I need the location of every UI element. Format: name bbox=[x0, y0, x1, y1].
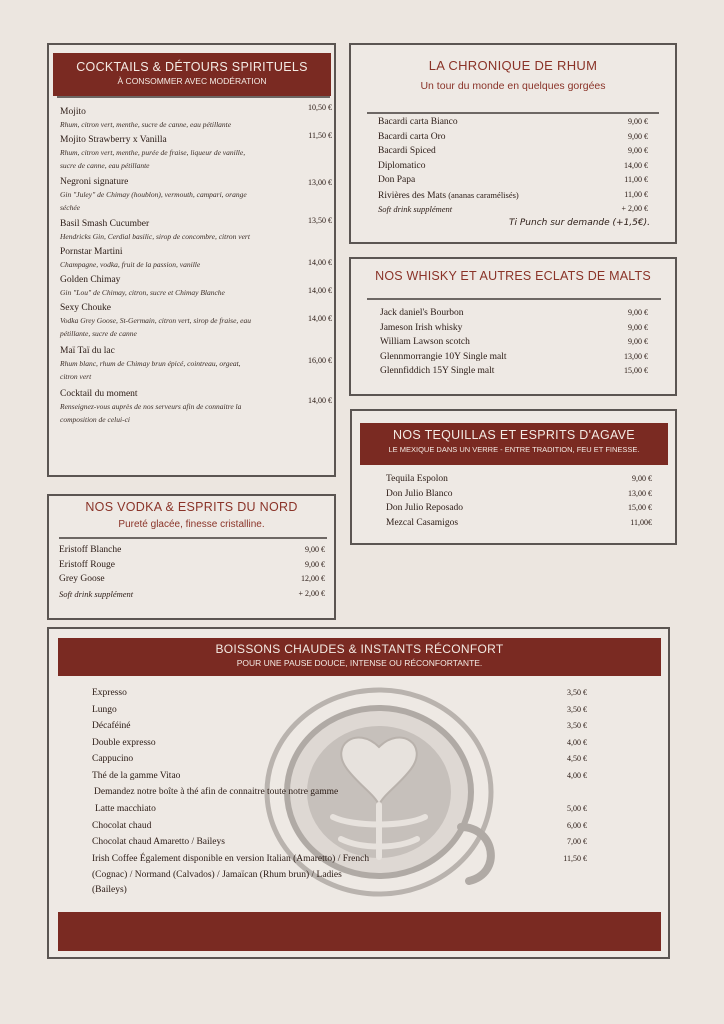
item-price: 3,50 € bbox=[567, 704, 587, 714]
list-item bbox=[92, 688, 587, 698]
item-price: 9,00 € bbox=[628, 131, 648, 141]
item-name: Mojito bbox=[60, 107, 86, 117]
list-item bbox=[59, 589, 325, 599]
item-name: William Lawson scotch bbox=[380, 337, 470, 347]
item-name: Basil Smash Cucumber bbox=[60, 219, 150, 229]
item-name: Bacardi carta Bianco bbox=[378, 117, 458, 127]
irish-note: (Baileys) bbox=[92, 885, 127, 895]
list-item bbox=[92, 821, 587, 831]
list-item bbox=[386, 489, 652, 499]
cocktails-banner bbox=[53, 53, 331, 96]
list-item bbox=[380, 337, 648, 347]
list-item bbox=[380, 366, 648, 376]
coffee-cup-illustration bbox=[249, 677, 509, 927]
item-desc: sucre de canne, eau pétillante bbox=[60, 160, 150, 170]
item-desc: Gin "Juley" de Chimay (houblon), vermouth, campari, orange bbox=[60, 190, 247, 199]
list-item bbox=[60, 213, 332, 244]
item-price: 9,00 € bbox=[305, 559, 325, 569]
item-extra: (ananas caramélisés) bbox=[446, 189, 519, 200]
list-item bbox=[60, 171, 332, 214]
list-item bbox=[60, 129, 332, 172]
tequila-section bbox=[350, 409, 677, 545]
item-name: Soft drink supplément bbox=[378, 204, 453, 214]
whisky-title: NOS WHISKY ET AUTRES ECLATS DE MALTS bbox=[375, 269, 651, 283]
list-item bbox=[378, 132, 648, 142]
item-price: 14,00 € bbox=[308, 396, 332, 405]
item-price: 11,50 € bbox=[308, 131, 332, 140]
item-name: Double expresso bbox=[92, 737, 156, 748]
item-price: 3,50 € bbox=[567, 721, 587, 730]
item-price: 5,00 € bbox=[567, 804, 587, 813]
item-price: 14,00 € bbox=[308, 286, 332, 295]
item-name: Chocolat chaud bbox=[92, 820, 152, 831]
list-item bbox=[60, 297, 332, 340]
item-price: 4,00 € bbox=[567, 737, 587, 747]
item-price: 14,00 € bbox=[308, 258, 332, 267]
item-price: 13,00 € bbox=[308, 178, 332, 187]
item-price: 16,00 € bbox=[308, 356, 332, 365]
item-name: Jack daniel's Bourbon bbox=[380, 308, 464, 318]
item-name: Bacardi carta Oro bbox=[378, 131, 446, 142]
item-name: Irish Coffee bbox=[92, 853, 138, 864]
item-price: 9,00 € bbox=[628, 117, 648, 126]
item-name: Eristoff Rouge bbox=[59, 559, 116, 570]
tequila-banner bbox=[360, 423, 668, 465]
item-price: 14,00 € bbox=[624, 160, 648, 170]
item-name: Don Julio Reposado bbox=[386, 503, 464, 513]
list-item bbox=[92, 837, 587, 847]
hot-banner bbox=[58, 638, 661, 676]
item-desc: Vodka Grey Goose, St-Germain, citron vert, sirop de fraise, eau bbox=[60, 316, 252, 325]
item-desc: composition de celui-ci bbox=[60, 414, 130, 424]
list-item bbox=[380, 323, 648, 333]
item-name: Latte macchiato bbox=[95, 804, 156, 814]
list-item bbox=[378, 146, 648, 156]
list-item bbox=[92, 721, 587, 731]
hot-drinks-section bbox=[47, 627, 670, 959]
item-price: 15,00 € bbox=[624, 366, 648, 375]
list-item bbox=[59, 560, 325, 570]
item-name: Grey Goose bbox=[59, 574, 105, 584]
item-desc: Rhum, citron vert, menthe, sucre de canne, eau pétillante bbox=[60, 120, 232, 129]
vodka-title: NOS VODKA & ESPRITS DU NORD bbox=[85, 500, 298, 514]
item-desc: séchée bbox=[60, 202, 80, 212]
item-price: 3,50 € bbox=[567, 688, 587, 697]
rhum-note: Ti Punch sur demande (+1,5€). bbox=[509, 218, 650, 228]
item-desc: Gin "Lou" de Chimay, citron, sucre et Chimay Blanche bbox=[60, 288, 225, 297]
item-price: 6,00 € bbox=[567, 820, 587, 830]
item-name: Soft drink supplément bbox=[59, 588, 134, 599]
item-name: Lungo bbox=[92, 704, 117, 715]
hot-title: BOISSONS CHAUDES & INSTANTS RÉCONFORT bbox=[215, 642, 504, 656]
list-item bbox=[59, 574, 325, 584]
list-item bbox=[386, 503, 652, 513]
item-price: 13,50 € bbox=[308, 216, 332, 225]
list-item bbox=[92, 754, 587, 764]
item-name: Negroni signature bbox=[60, 177, 129, 187]
item-name: Chocolat chaud Amaretto / Baileys bbox=[92, 837, 225, 847]
item-desc: citron vert bbox=[60, 371, 92, 381]
item-name: Bacardi Spiced bbox=[378, 146, 436, 156]
item-price: 11,00€ bbox=[630, 517, 652, 527]
vodka-subtitle: Pureté glacée, finesse cristalline. bbox=[118, 519, 265, 530]
list-item bbox=[378, 161, 648, 171]
item-name: Mezcal Casamigos bbox=[386, 517, 459, 528]
item-price: 9,00 € bbox=[628, 337, 648, 346]
item-name: Don Papa bbox=[378, 175, 416, 185]
item-name: Glennmorrangie 10Y Single malt bbox=[380, 351, 507, 362]
list-item bbox=[59, 545, 325, 555]
whisky-section bbox=[349, 257, 677, 396]
item-name: Rivières des Mats bbox=[378, 190, 447, 201]
item-name: Diplomatico bbox=[378, 160, 426, 171]
cocktails-divider bbox=[57, 96, 330, 98]
item-name: Sexy Chouke bbox=[60, 303, 111, 313]
tea-note: Demandez notre boîte à thé afin de connaitre toute notre gamme bbox=[94, 787, 339, 797]
item-desc: Rhum, citron vert, menthe, purée de fraise, liqueur de vanille, bbox=[60, 148, 246, 157]
item-price: 9,00 € bbox=[628, 322, 648, 332]
item-price: 13,00 € bbox=[628, 488, 652, 498]
tequila-subtitle: LE MEXIQUE DANS UN VERRE - ENTRE TRADITION, FEU ET FINESSE. bbox=[388, 445, 640, 454]
item-name: Cappucino bbox=[92, 754, 134, 764]
item-price: 9,00 € bbox=[305, 545, 325, 554]
list-item bbox=[60, 383, 332, 426]
item-price: 12,00 € bbox=[301, 574, 325, 583]
list-item bbox=[60, 101, 332, 132]
item-price: 15,00 € bbox=[628, 503, 652, 512]
item-price: 14,00 € bbox=[308, 314, 332, 323]
item-name: Thé de la gamme Vitao bbox=[92, 770, 181, 781]
item-price: 4,00 € bbox=[567, 770, 587, 780]
list-item bbox=[386, 518, 652, 528]
list-item bbox=[386, 474, 652, 484]
item-name: Expresso bbox=[92, 688, 127, 698]
list-item bbox=[60, 241, 332, 272]
irish-note: Également disponible en version Italian (Amaretto) / French bbox=[137, 853, 370, 864]
item-name: Maï Taï du lac bbox=[60, 346, 115, 356]
item-name: Glennfiddich 15Y Single malt bbox=[380, 366, 495, 376]
list-item bbox=[92, 804, 587, 814]
hot-footer-bar bbox=[58, 912, 661, 951]
item-name: Eristoff Blanche bbox=[59, 545, 122, 555]
list-item bbox=[378, 175, 648, 185]
list-item bbox=[92, 738, 587, 748]
whisky-divider bbox=[367, 298, 661, 300]
rhum-subtitle: Un tour du monde en quelques gorgées bbox=[420, 80, 606, 92]
item-price: 7,00 € bbox=[567, 837, 587, 846]
item-name: Décaféiné bbox=[92, 721, 131, 731]
list-item bbox=[92, 705, 587, 715]
item-price: 9,00 € bbox=[628, 146, 648, 155]
item-price: 4,50 € bbox=[567, 754, 587, 763]
rhum-section bbox=[349, 43, 677, 244]
list-item bbox=[380, 308, 648, 318]
item-price: 11,00 € bbox=[624, 175, 648, 184]
item-name: Mojito Strawberry x Vanilla bbox=[60, 135, 167, 145]
item-price: 10,50 € bbox=[308, 103, 332, 112]
item-price: 9,00 € bbox=[628, 308, 648, 317]
item-name: Tequila Espolon bbox=[386, 474, 448, 484]
item-name: Don Julio Blanco bbox=[386, 488, 453, 499]
vodka-section bbox=[47, 494, 336, 620]
cocktails-subtitle: À CONSOMMER AVEC MODÉRATION bbox=[117, 76, 267, 86]
list-item bbox=[378, 190, 648, 201]
rhum-divider bbox=[367, 112, 659, 114]
item-desc: Hendricks Gin, Cerdial basilic, sirop de concombre, citron vert bbox=[60, 232, 250, 241]
cocktails-title: COCKTAILS & DÉTOURS SPIRITUELS bbox=[76, 60, 308, 74]
item-price: 11,50 € bbox=[563, 853, 587, 863]
item-price: + 2,00 € bbox=[298, 588, 325, 598]
item-desc: Renseignez-vous auprès de nos serveurs afin de connaitre la bbox=[60, 402, 242, 411]
list-item bbox=[92, 771, 587, 781]
item-desc: Rhum blanc, rhum de Chimay brun épicé, cointreau, orgeat, bbox=[60, 359, 241, 368]
hot-subtitle: POUR UNE PAUSE DOUCE, INTENSE OU RÉCONFORTANTE. bbox=[236, 658, 483, 668]
item-price: 9,00 € bbox=[632, 474, 652, 483]
item-desc: Champagne, vodka, fruit de la passion, vanille bbox=[60, 260, 201, 269]
list-item bbox=[378, 117, 648, 127]
tequila-title: NOS TEQUILLAS ET ESPRITS D'AGAVE bbox=[393, 428, 635, 442]
item-name: Golden Chimay bbox=[60, 275, 121, 285]
list-item bbox=[378, 204, 648, 214]
item-name: Jameson Irish whisky bbox=[380, 322, 463, 333]
item-name: Pornstar Martini bbox=[60, 247, 123, 257]
item-desc: pétillante, sucre de canne bbox=[60, 328, 137, 338]
list-item bbox=[92, 854, 587, 864]
cocktails-section bbox=[47, 43, 336, 477]
irish-note: (Cognac) / Normand (Calvados) / Jamaïcan (Rhum brun) / Ladies bbox=[92, 869, 342, 880]
item-price: + 2,00 € bbox=[621, 204, 648, 213]
list-item bbox=[60, 269, 332, 300]
list-item bbox=[380, 352, 648, 362]
item-name: Cocktail du moment bbox=[60, 389, 138, 399]
rhum-title: LA CHRONIQUE DE RHUM bbox=[428, 58, 598, 73]
item-price: 13,00 € bbox=[624, 351, 648, 361]
vodka-divider bbox=[59, 537, 327, 539]
item-price: 11,00 € bbox=[624, 189, 648, 199]
list-item bbox=[60, 340, 332, 383]
